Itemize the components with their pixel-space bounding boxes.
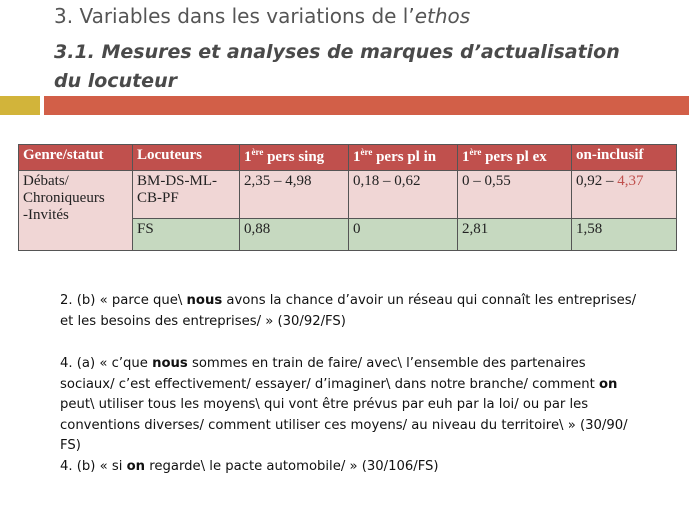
header-num: 1 xyxy=(462,149,470,165)
quote-line: FS) xyxy=(60,438,81,453)
header-num: 1 xyxy=(353,149,361,165)
cell-pl-ex: 2,81 xyxy=(458,219,572,251)
cell-on-inclusif: 1,58 xyxy=(572,219,677,251)
quote-4a xyxy=(60,354,660,477)
quote-text: regarde\ le pacte automobile/ » (30/106/FS) xyxy=(145,458,439,474)
slide-title xyxy=(54,4,470,28)
cell-pl-in: 0 xyxy=(349,219,458,251)
quote-line xyxy=(60,291,660,312)
quote-bold: on xyxy=(598,376,618,392)
quote-bold: nous xyxy=(152,356,188,371)
cell-on-inclusif xyxy=(572,171,677,219)
header-1st-pl-ex xyxy=(458,145,572,171)
cell-locuteurs: FS xyxy=(133,219,240,251)
header-label: pers sing xyxy=(263,149,325,165)
quote-line: et les besoins des entreprises/ » (30/92/FS) xyxy=(60,313,346,329)
quote-line xyxy=(60,375,660,396)
quote-bold: on xyxy=(126,458,146,474)
locuteurs-line: CB-PF xyxy=(137,190,179,206)
cell-locuteurs xyxy=(133,171,240,219)
cell-genre xyxy=(19,171,133,251)
quote-text: 4. (a) « c’que xyxy=(60,356,153,371)
cell-pl-in: 0,18 – 0,62 xyxy=(349,171,458,219)
quote-2b xyxy=(60,291,660,332)
header-1st-sing xyxy=(240,145,349,171)
header-on-inclusif: on-inclusif xyxy=(572,145,677,171)
cell-sing: 2,35 – 4,98 xyxy=(240,171,349,219)
header-label: pers pl in xyxy=(372,149,437,165)
genre-line: Débats/ xyxy=(23,173,69,189)
cell-pl-ex: 0 – 0,55 xyxy=(458,171,572,219)
quote-text: sociaux/ c’est effectivement/ essayer/ d’imaginer\ dans notre branche/ comment xyxy=(60,376,599,392)
quote-text: 2. (b) « parce que\ xyxy=(60,293,187,308)
quote-line xyxy=(60,354,660,375)
header-genre: Genre/statut xyxy=(19,145,133,171)
header-sup: ère xyxy=(360,147,373,157)
quote-text: avons la chance d’avoir un réseau qui connaît les entreprises/ xyxy=(222,293,637,308)
header-1st-pl-in xyxy=(349,145,458,171)
quote-line xyxy=(60,457,660,478)
slide-subtitle: 3.1. Mesures et analyses de marques d’actualisation du locuteur xyxy=(54,41,620,92)
header-num: 1 xyxy=(244,149,252,165)
quote-text: sommes en train de faire/ avec\ l’ensemble des partenaires xyxy=(187,356,586,371)
data-table xyxy=(18,144,677,251)
header-label: pers pl ex xyxy=(481,149,547,165)
genre-line: -Invités xyxy=(23,207,69,223)
header-locuteurs: Locuteurs xyxy=(133,145,240,171)
slide-title-italic: ethos xyxy=(414,4,471,28)
locuteurs-line: BM-DS-ML- xyxy=(137,173,218,189)
header-sup: ère xyxy=(251,147,264,157)
table-row xyxy=(19,171,677,219)
slide-title-text: 3. Variables dans les variations de l’ xyxy=(54,4,415,28)
quote-bold: nous xyxy=(186,293,223,308)
oninc-max: 4,37 xyxy=(617,173,644,189)
header-sup: ère xyxy=(469,147,482,157)
quote-line: conventions diverses/ comment utiliser ces moyens/ au niveau du territoire\ » (30/90/ xyxy=(60,417,628,433)
cell-sing: 0,88 xyxy=(240,219,349,251)
quote-text: 4. (b) « si xyxy=(60,458,127,474)
genre-line: Chroniqueurs xyxy=(23,190,105,206)
header-bar xyxy=(44,96,689,115)
quote-line: peut\ utiliser tous les moyens\ qui vont être prévus par euh par la loi/ ou par les xyxy=(60,397,589,412)
table-header-row xyxy=(19,145,677,171)
accent-bar xyxy=(0,96,40,115)
oninc-min: 0,92 – xyxy=(576,173,618,189)
